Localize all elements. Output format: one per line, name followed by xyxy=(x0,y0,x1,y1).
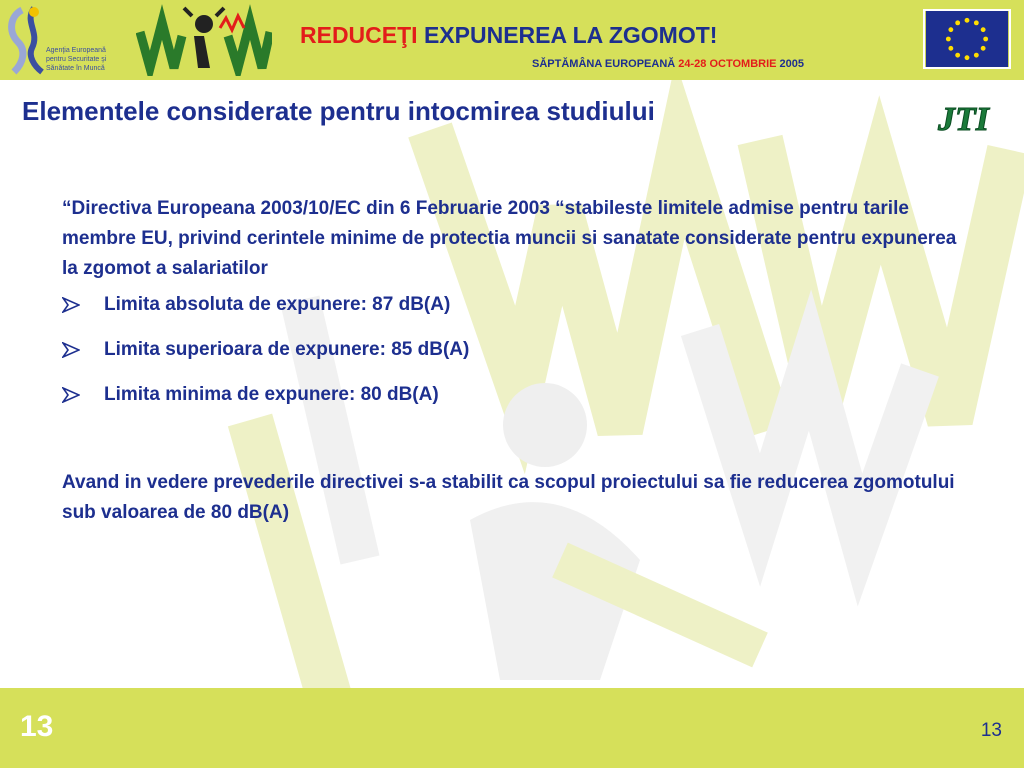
exposure-limits-list xyxy=(62,290,972,410)
jti-logo-text: JTI xyxy=(938,101,989,138)
list-item xyxy=(62,290,972,320)
directive-paragraph: “Directiva Europeana 2003/10/EC din 6 Februarie 2003 “stabileste limitele admise pentru tarile membre EU, privind cerintele minime de protectia muncii si sanatate considerate pentru expunerea la zgomot a salariatilor xyxy=(62,198,957,279)
arrow-bullet-icon xyxy=(62,387,80,403)
slide-number-large: 13 xyxy=(20,710,54,743)
list-item xyxy=(62,335,972,365)
campaign-logo-icon xyxy=(136,2,272,76)
subtitle-year: 2005 xyxy=(776,58,805,70)
bullet-text: Limita absoluta de expunere: 87 dB(A) xyxy=(104,294,451,315)
eu-flag-icon xyxy=(923,9,1011,69)
campaign-subtitle xyxy=(532,58,804,70)
header-bar xyxy=(0,0,1024,80)
campaign-title-blue: EXPUNEREA LA ZGOMOT! xyxy=(417,22,718,48)
agency-name: Agenţia Europeană pentru Securitate şi Sănătate în Muncă xyxy=(46,47,107,72)
subtitle-prefix: SĂPTĂMÂNA EUROPEANĂ xyxy=(532,58,679,70)
footer-bar xyxy=(0,688,1024,768)
campaign-title-red: REDUCEŢI xyxy=(300,22,418,48)
arrow-bullet-icon xyxy=(62,342,80,358)
bullet-text: Limita minima de expunere: 80 dB(A) xyxy=(104,384,439,405)
slide-body xyxy=(62,194,972,528)
slide-number-small: 13 xyxy=(980,720,1002,741)
list-item xyxy=(62,380,972,410)
arrow-bullet-icon xyxy=(62,297,80,313)
slide-title: Elementele considerate pentru intocmirea studiului xyxy=(22,96,655,126)
bullet-text: Limita superioara de expunere: 85 dB(A) xyxy=(104,339,470,360)
conclusion-paragraph: Avand in vedere prevederile directivei s-a stabilit ca scopul proiectului sa fie reducerea zgomotului sub valoarea de 80 dB(A) xyxy=(62,472,955,523)
campaign-title xyxy=(300,22,717,49)
subtitle-dates: 24-28 OCTOMBRIE xyxy=(678,58,777,70)
jti-logo xyxy=(934,96,1000,138)
